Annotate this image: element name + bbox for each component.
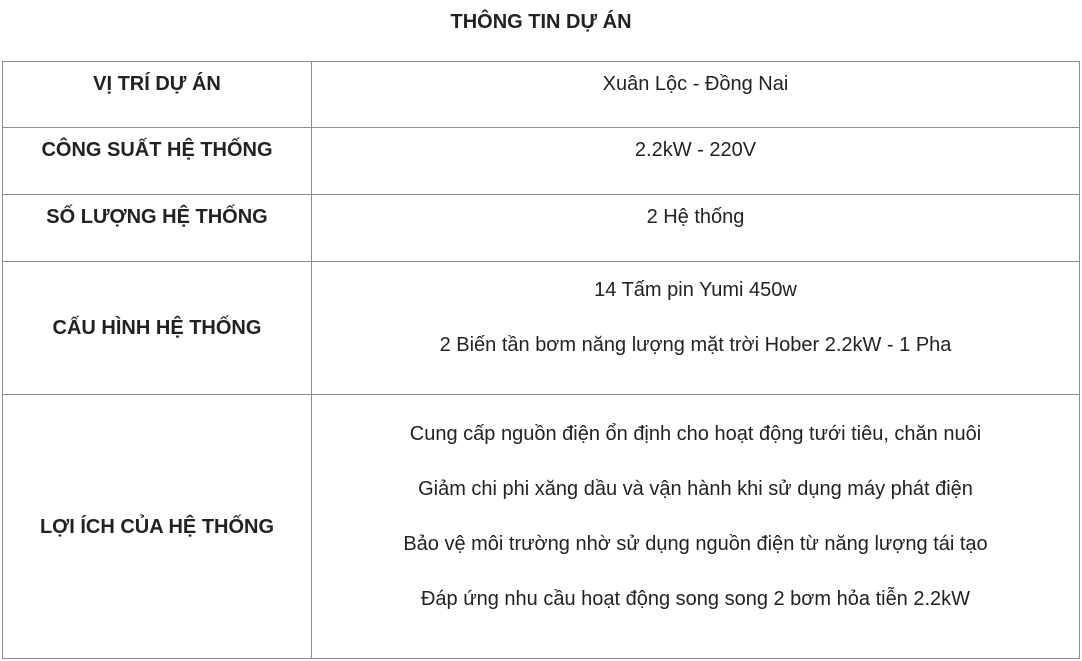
value-text: Xuân Lộc - Đồng Nai	[602, 73, 789, 95]
benefit-item: Giảm chi phi xăng dầu và vận hành khi sử dụng máy phát điện	[418, 478, 973, 500]
value-text: 2 Hệ thống	[646, 206, 745, 228]
table-row-quantity	[3, 195, 1080, 262]
row-label-location: VỊ TRÍ DỰ ÁN	[3, 62, 312, 128]
table-row-capacity	[3, 128, 1080, 195]
configuration-item: 14 Tấm pin Yumi 450w	[594, 279, 797, 301]
benefit-item: Cung cấp nguồn điện ổn định cho hoạt động tưới tiêu, chăn nuôi	[409, 423, 982, 445]
project-info-table	[2, 61, 1080, 659]
row-label-configuration: CẤU HÌNH HỆ THỐNG	[3, 262, 312, 395]
row-value-quantity	[312, 195, 1080, 262]
value-text: 2.2kW - 220V	[634, 139, 757, 161]
benefit-item: Đáp ứng nhu cầu hoạt động song song 2 bơm hỏa tiễn 2.2kW	[420, 588, 971, 610]
page-title: THÔNG TIN DỰ ÁN	[450, 11, 632, 33]
row-label-capacity: CÔNG SUẤT HỆ THỐNG	[3, 128, 312, 195]
row-value-capacity	[312, 128, 1080, 195]
row-value-configuration	[312, 262, 1080, 395]
row-label-benefits: LỢI ÍCH CỦA HỆ THỐNG	[3, 395, 312, 659]
table-row-location	[3, 62, 1080, 128]
table-row-configuration	[3, 262, 1080, 395]
benefits-list	[320, 395, 1071, 611]
configuration-list	[320, 262, 1071, 357]
row-label-quantity: SỐ LƯỢNG HỆ THỐNG	[3, 195, 312, 262]
table-row-benefits	[3, 395, 1080, 659]
benefit-item: Bảo vệ môi trường nhờ sử dụng nguồn điện từ năng lượng tái tạo	[403, 533, 988, 555]
row-value-location	[312, 62, 1080, 128]
configuration-item: 2 Biến tần bơm năng lượng mặt trời Hober 2.2kW - 1 Pha	[439, 334, 952, 356]
row-value-benefits	[312, 395, 1080, 659]
